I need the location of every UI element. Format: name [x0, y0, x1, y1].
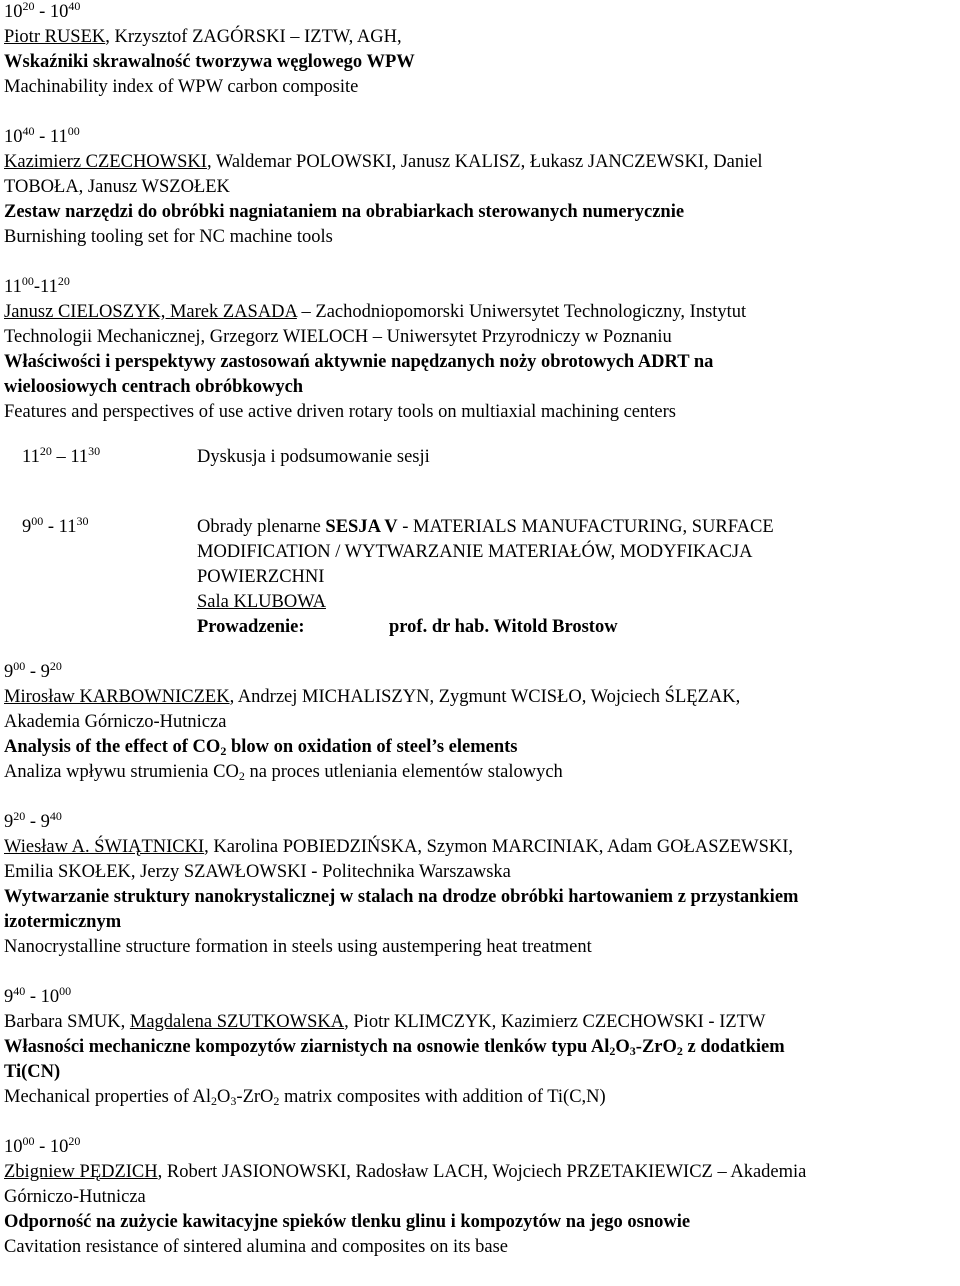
talk-title-en: Nanocrystalline structure formation in steels using austempering heat treatment — [4, 937, 592, 957]
time-slot: $10^{40} - 11^{00}$ — [4, 124, 80, 147]
chair-name: prof. dr hab. Witold Brostow — [389, 617, 618, 637]
talk-title-pl: Analiza wpływu strumienia $CO_2$ na proces utleniania elementów stalowych — [4, 762, 563, 783]
talk-title-pl-cont: izotermicznym — [4, 912, 122, 932]
talk-title-pl: Własności mechaniczne kompozytów ziarnistych na osnowie tlenków typu $Al_2O_3-ZrO_2$ z dodatkiem — [4, 1037, 785, 1058]
session-heading-cont: POWIERZCHNI — [197, 567, 325, 587]
time-slot: $11^{00}-11^{20}$ — [4, 274, 70, 297]
talk-title-en: Analysis of the effect of $CO_2$ blow on oxidation of steel’s elements — [4, 737, 518, 758]
authors-cont: Emilia SKOŁEK, Jerzy SZAWŁOWSKI - Politechnika Warszawska — [4, 862, 511, 882]
talk-title-en: Cavitation resistance of sintered alumina and composites on its base — [4, 1237, 508, 1257]
time-slot: $10^{00} - 10^{20}$ — [4, 1134, 81, 1157]
discussion-row — [4, 445, 956, 470]
time-slot: $9^{20} - 9^{40}$ — [4, 809, 62, 832]
talk-title-en: Mechanical properties of $Al_2O_3-ZrO_2$ matrix composites with addition of Ti(C,N) — [4, 1087, 606, 1108]
talk-title-pl: Właściwości i perspektywy zastosowań aktywnie napędzanych noży obrotowych ADRT na — [4, 352, 714, 372]
program-page — [4, 0, 956, 1260]
talk-title-en: Burnishing tooling set for NC machine tools — [4, 227, 333, 247]
authors: Wiesław A. ŚWIĄTNICKI, Karolina POBIEDZIŃSKA, Szymon MARCINIAK, Adam GOŁASZEWSKI, — [4, 837, 794, 857]
room-label: Sala KLUBOWA — [197, 592, 326, 612]
time-slot: $9^{40} - 10^{00}$ — [4, 984, 72, 1007]
chair-row — [4, 615, 956, 640]
talk-title-pl-cont: wieloosiowych centrach obróbkowych — [4, 377, 304, 397]
session-heading: Obrady plenarne SESJA V - MATERIALS MANUFACTURING, SURFACE — [197, 517, 774, 537]
talk-title-pl: Wskaźniki skrawalność tworzywa węglowego WPW — [4, 52, 415, 72]
talk-title-pl: Odporność na zużycie kawitacyjne spieków tlenku glinu i kompozytów na jego osnowie — [4, 1212, 691, 1232]
talk-title-pl: Wytwarzanie struktury nanokrystalicznej w stalach na drodze obróbki hartowaniem z przystankiem — [4, 887, 799, 907]
chair-label: Prowadzenie: — [197, 617, 305, 637]
authors-cont: Akademia Górniczo-Hutnicza — [4, 712, 227, 732]
plenary-row — [4, 515, 956, 540]
session-heading-cont: MODIFICATION / WYTWARZANIE MATERIAŁÓW, MODYFIKACJA — [197, 542, 753, 562]
time-slot: $10^{20} - 10^{40}$ — [4, 0, 81, 22]
time-slot: $11^{20} - 11^{30}$ — [22, 444, 101, 467]
authors-cont: TOBOŁA, Janusz WSZOŁEK — [4, 177, 230, 197]
talk-title-en: Machinability index of WPW carbon composite — [4, 77, 359, 97]
talk-title-pl-cont: Ti(CN) — [4, 1062, 61, 1082]
authors-cont: Górniczo-Hutnicza — [4, 1187, 146, 1207]
discussion-label: Dyskusja i podsumowanie sesji — [197, 447, 430, 467]
authors-cont: Technologii Mechanicznej, Grzegorz WIELOCH – Uniwersytet Przyrodniczy w Poznaniu — [4, 327, 672, 347]
talk-title-en: Features and perspectives of use active driven rotary tools on multiaxial machining centers — [4, 402, 676, 422]
authors: Piotr RUSEK, Krzysztof ZAGÓRSKI – IZTW, AGH, — [4, 27, 402, 47]
time-slot: $9^{00} - 11^{30}$ — [22, 514, 89, 537]
talk-title-pl: Zestaw narzędzi do obróbki nagniataniem na obrabiarkach sterowanych numerycznie — [4, 202, 685, 222]
time-slot: $9^{00} - 9^{20}$ — [4, 659, 62, 682]
authors: Mirosław KARBOWNICZEK, Andrzej MICHALISZYN, Zygmunt WCISŁO, Wojciech ŚLĘZAK, — [4, 687, 741, 707]
authors: Kazimierz CZECHOWSKI, Waldemar POLOWSKI, Janusz KALISZ, Łukasz JANCZEWSKI, Daniel — [4, 152, 763, 172]
authors: Janusz CIELOSZYK, Marek ZASADA – Zachodniopomorski Uniwersytet Technologiczny, Instytut — [4, 302, 747, 322]
authors: Barbara SMUK, Magdalena SZUTKOWSKA, Piotr KLIMCZYK, Kazimierz CZECHOWSKI - IZTW — [4, 1012, 766, 1032]
authors: Zbigniew PĘDZICH, Robert JASIONOWSKI, Radosław LACH, Wojciech PRZETAKIEWICZ – Akademia — [4, 1162, 807, 1182]
